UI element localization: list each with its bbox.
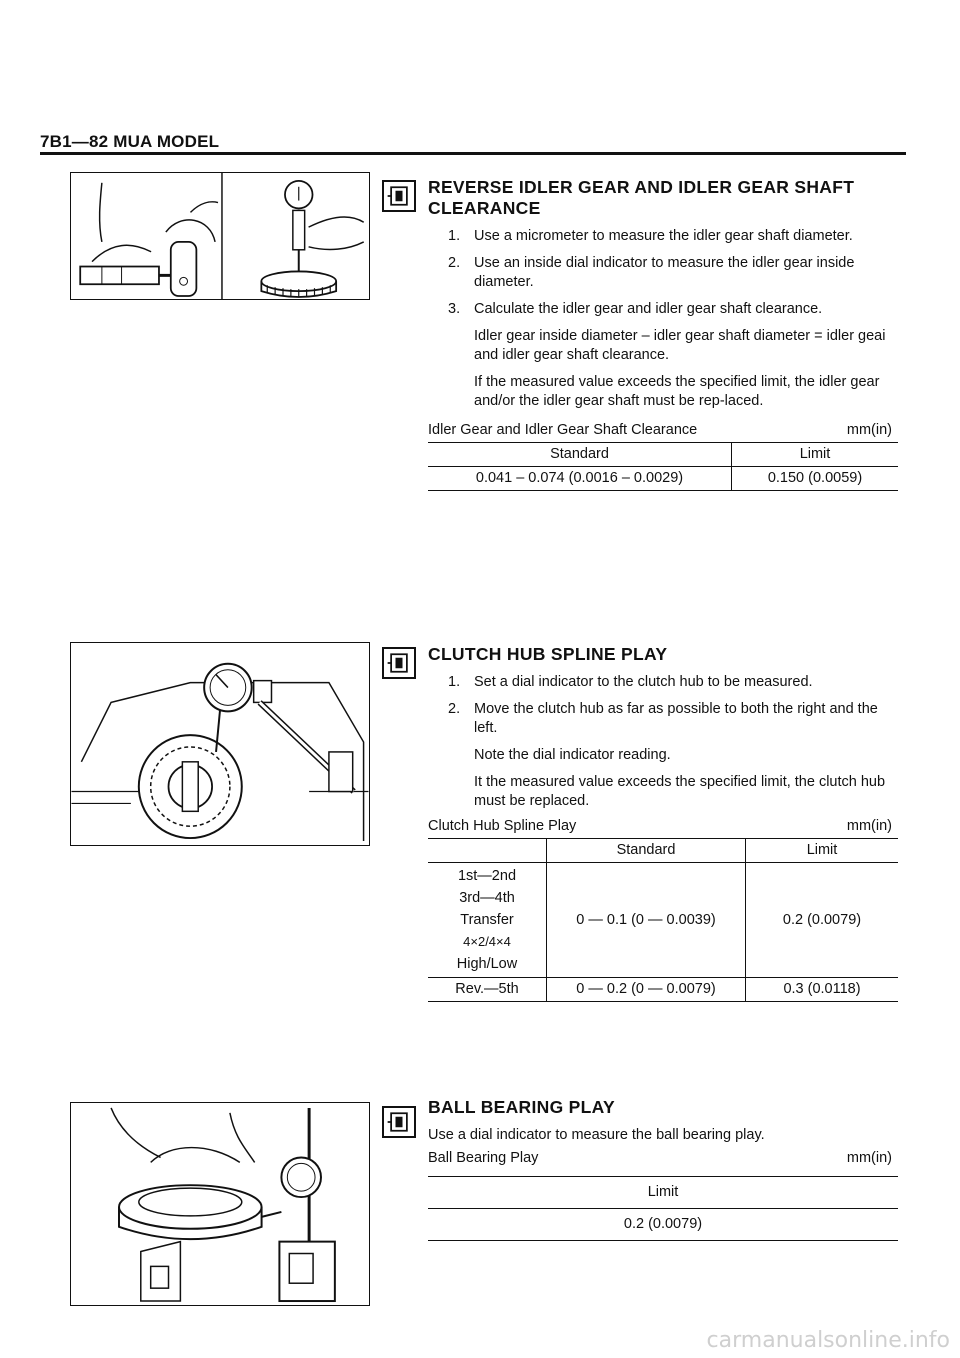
- table-caption: Clutch Hub Spline Play mm(in): [428, 818, 892, 834]
- section-title: BALL BEARING PLAY: [428, 1097, 615, 1117]
- step-1: 1. Use a micrometer to measure the idler gear shaft diameter.: [448, 228, 853, 244]
- header-rule: [40, 152, 906, 155]
- limit-value: 0.3 (0.0118): [746, 978, 899, 1002]
- section-title: REVERSE IDLER GEAR AND IDLER GEAR SHAFT CLEARANCE: [428, 177, 855, 218]
- standard-value: 0.041 – 0.074 (0.0016 – 0.0029): [475, 470, 684, 486]
- figure-clutch-hub-measurement: [70, 642, 370, 846]
- ball-bearing-dial-illustration: [71, 1103, 369, 1305]
- figure-ball-bearing-measurement: [70, 1102, 370, 1306]
- clutch-hub-dial-illustration: [71, 643, 369, 845]
- col-standard: Standard: [547, 839, 746, 863]
- limit-value: 0.2 (0.0079): [746, 863, 899, 978]
- section-idler-gear-clearance: [428, 177, 908, 491]
- table-caption: Ball Bearing Play mm(in): [428, 1150, 892, 1166]
- step-1: 1. Set a dial indicator to the clutch hub to be measured.: [448, 674, 813, 690]
- standard-value: 0 — 0.2 (0 — 0.0079): [547, 978, 746, 1002]
- col-limit: Limit: [746, 839, 899, 863]
- micrometer-inspect-icon: [382, 180, 416, 212]
- row-group-1: 1st—2nd 3rd—4th Transfer 4×2/4×4 High/Low: [456, 868, 518, 972]
- micrometer-inspect-icon: [382, 647, 416, 679]
- micrometer-inspect-icon: [382, 1106, 416, 1138]
- formula-text: Idler gear inside diameter – idler gear shaft diameter = idler geai and idler gear shaft clearance.: [474, 328, 886, 363]
- section-ball-bearing-play: [428, 1097, 908, 1241]
- note-text: Note the dial indicator reading.: [474, 747, 671, 763]
- clutch-hub-table: [428, 838, 898, 1002]
- limit-value: 0.150 (0.0059): [732, 467, 899, 491]
- micrometer-and-dial-illustration: [71, 173, 369, 299]
- note-text: It the measured value exceeds the specified limit, the clutch hub must be replaced.: [474, 774, 886, 809]
- step-2: 2. Move the clutch hub as far as possible to both the right and the left.: [448, 701, 878, 736]
- step-3: 3. Calculate the idler gear and idler gear shaft clearance.: [448, 301, 823, 317]
- ball-bearing-table: [428, 1176, 898, 1241]
- row-rev-5th: Rev.—5th: [455, 981, 519, 997]
- limit-value: 0.2 (0.0079): [623, 1216, 703, 1232]
- idler-clearance-table: [428, 442, 898, 491]
- col-standard: Standard: [550, 446, 609, 462]
- watermark: carmanualsonline.info: [706, 1328, 950, 1353]
- section-clutch-hub-spline-play: [428, 644, 908, 1002]
- table-caption: Idler Gear and Idler Gear Shaft Clearance mm(in): [428, 422, 892, 438]
- step-2: 2. Use an inside dial indicator to measure the idler gear inside diameter.: [448, 255, 855, 290]
- page-header: 7B1—82 MUA MODEL: [40, 132, 220, 151]
- col-limit: Limit: [732, 443, 899, 467]
- note-text: If the measured value exceeds the specified limit, the idler gear and/or the idler gear shaft must be rep-laced.: [474, 374, 880, 409]
- figure-idler-gear-measurement: [70, 172, 370, 300]
- standard-value: 0 — 0.1 (0 — 0.0039): [547, 863, 746, 978]
- section-title: CLUTCH HUB SPLINE PLAY: [428, 644, 668, 664]
- col-limit: Limit: [647, 1184, 679, 1200]
- instruction-text: Use a dial indicator to measure the ball bearing play.: [428, 1127, 765, 1143]
